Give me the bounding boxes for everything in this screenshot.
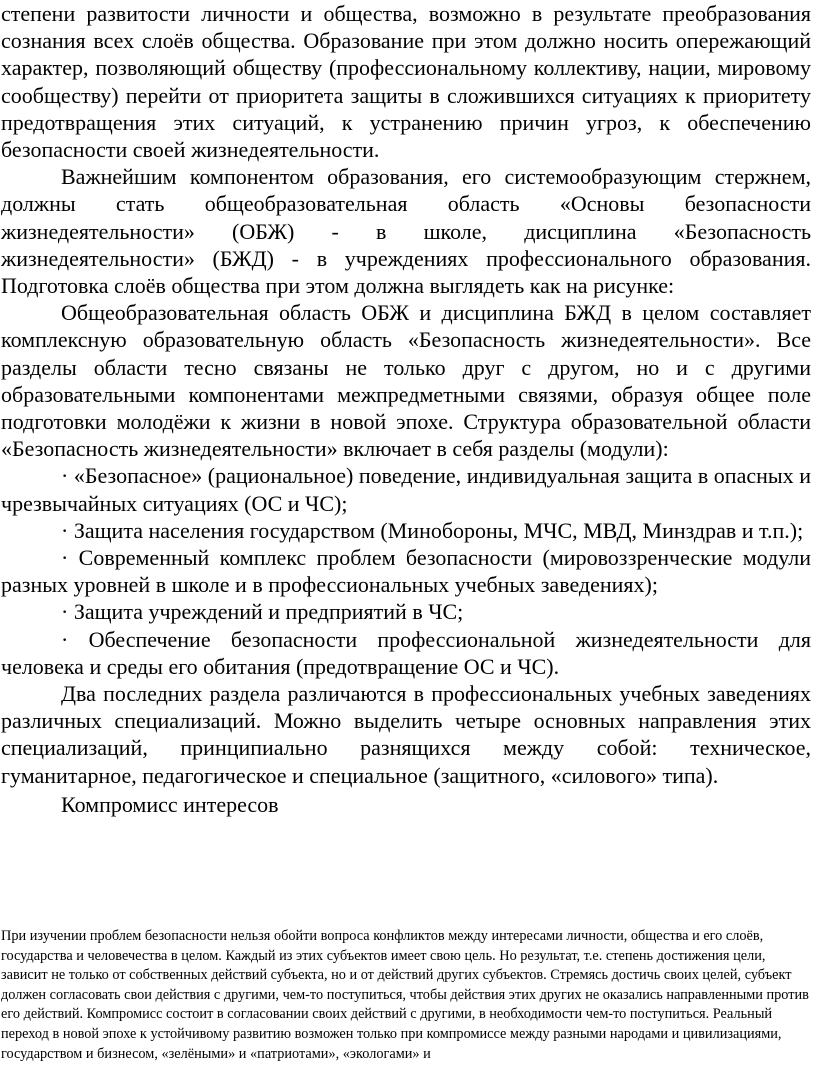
list-item-safe-behavior: · «Безопасное» (рациональное) поведение, индивидуальная защита в опасных и чрезвычайных ситуациях (ОС и ЧС); (1, 463, 811, 516)
list-item-enterprise-protection: · Защита учреждений и предприятий в ЧС; (61, 599, 464, 625)
list-item-state-protection: · Защита населения государством (Минобороны, МЧС, МВД, Минздрав и т.п.); (61, 517, 804, 543)
paragraph-compromise: При изучении проблем безопасности нельзя обойти вопроса конфликтов между интересами личности, общества и его слоёв, государства и человечества в целом. Каждый из этих субъектов имеет свою цель. Но результат, т.е. степень достижения цели, зависит не только от собственных действий субъекта, но и от действий других субъектов. Стремясь достичь своих целей, субъект должен согласовать свои действия с другими, чем-то поступиться, чтобы действия этих других не оказались направленными против его действий. Компромисс состоит в согласовании своих действий с другими, в необходимости чем-то поступиться. Реальный переход в новой эпохе к устойчивому развитию возможен только при компромиссе между разными народами и цивилизациями, государством и бизнесом, «зелёными» и «патриотами», «экологами» и (1, 928, 809, 1062)
paragraph-obzh-structure: Общеобразовательная область ОБЖ и дисциплина БЖД в целом составляет комплексную образовательную область «Безопасность жизнедеятельности». Все разделы области тесно связаны не только друг с другом, но и с другими образовательными компонентами межпредметными связями, образуя общее поле подготовки молодёжи к жизни в новой эпохе. Структура образовательной области «Безопасность жизнедеятельности» включает в себя разделы (модули): (1, 300, 811, 462)
paragraph-key-component: Важнейшим компонентом образования, его системообразующим стержнем, должны стать общеобразовательная область «Основы безопасности жизнедеятельности» (ОБЖ) - в школе, дисциплина «Безопасность жизнедеятельности» (БЖД) - в учреждениях профессионального образования. Подготовка слоёв общества при этом должна выглядеть как на рисунке: (1, 164, 811, 299)
small-text-block (1, 927, 811, 1064)
list-item-professional-safety: · Обеспечение безопасности профессиональной жизнедеятельности для человека и среды его обитания (предотвращение ОС и ЧС). (1, 626, 811, 679)
paragraph-continuation: степени развитости личности и общества, возможно в результате преобразования сознания всех слоёв общества. Образование при этом должно носить опережающий характер, позволяющий обществу (профессиональному коллективу, нации, мировому сообществу) перейти от приоритета защиты в сложившихся ситуациях к приоритету предотвращения этих ситуаций, к устранению причин угроз, к обеспечению безопасности своей жизнедеятельности. (1, 1, 811, 163)
main-text-block (1, 0, 811, 818)
section-heading: Компромисс интересов (61, 791, 279, 817)
list-item-modern-problems: · Современный комплекс проблем безопасности (мировоззренческие модули разных уровней в школе и в профессиональных учебных заведениях); (1, 545, 811, 598)
paragraph-specializations: Два последних раздела различаются в профессиональных учебных заведениях различных специализаций. Можно выделить четыре основных направления этих специализаций, принципиально разнящихся между собой: техническое, гуманитарное, педагогическое и специальное (защитного, «силового» типа). (1, 681, 811, 788)
